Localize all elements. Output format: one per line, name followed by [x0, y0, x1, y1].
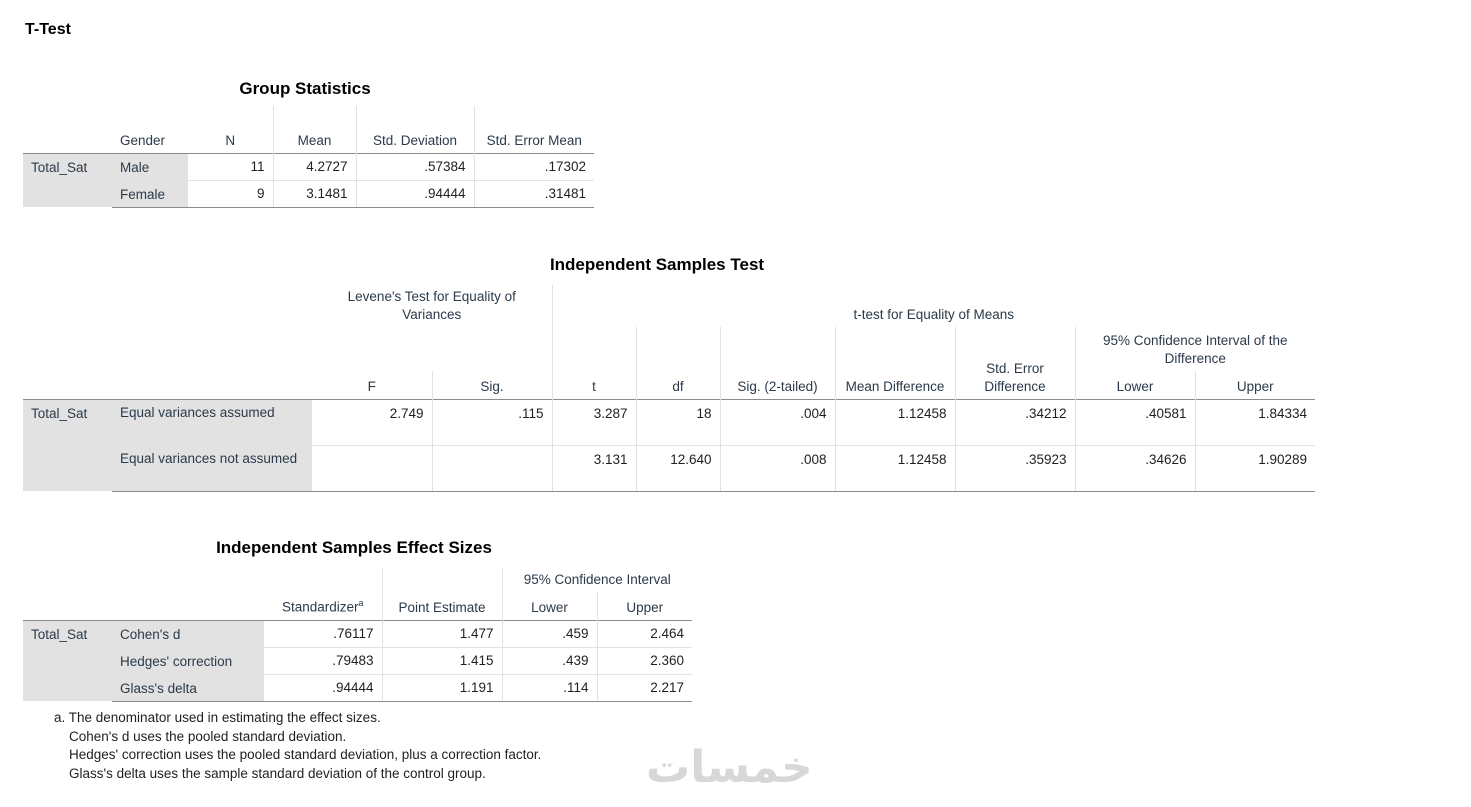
- header-confidence-interval: 95% Confidence Interval: [502, 568, 692, 592]
- effect-sizes-footnote: [54, 709, 541, 783]
- table-cell: .17302: [474, 153, 594, 180]
- table-cell: 1.191: [382, 674, 502, 701]
- row-gender-label: Female: [112, 180, 188, 207]
- header-t: t: [552, 327, 636, 399]
- table-cell: 2.749: [312, 399, 432, 445]
- header-lower: Lower: [1075, 371, 1195, 399]
- row-label: Cohen's d: [112, 620, 264, 647]
- group-statistics-table: [23, 106, 594, 208]
- header-upper: Upper: [1195, 371, 1315, 399]
- header-confidence-interval: 95% Confidence Interval of the Difference: [1075, 327, 1315, 371]
- header-std-error-difference: Std. Error Difference: [955, 327, 1075, 399]
- table-cell: 18: [636, 399, 720, 445]
- table-cell: 1.84334: [1195, 399, 1315, 445]
- independent-samples-test-table: [23, 285, 1315, 492]
- header-lower: Lower: [502, 592, 597, 620]
- row-label: Equal variances assumed: [112, 399, 312, 445]
- table-cell: .57384: [356, 153, 474, 180]
- table-cell: .31481: [474, 180, 594, 207]
- table-cell: .439: [502, 647, 597, 674]
- header-mean: Mean: [273, 106, 356, 153]
- header-std-error-mean: Std. Error Mean: [474, 106, 594, 153]
- header-std-deviation: Std. Deviation: [356, 106, 474, 153]
- header-sig-2tailed: Sig. (2-tailed): [720, 327, 835, 399]
- table-cell: .008: [720, 445, 835, 491]
- header-standardizer: Standardizer$^a$: [281, 598, 364, 615]
- watermark: خمسات: [646, 742, 813, 793]
- footnote-line: Cohen's d uses the pooled standard deviation.: [69, 728, 347, 744]
- footnote-line: a. The denominator used in estimating the effect sizes.: [54, 710, 381, 725]
- row-variable-label: Total_Sat: [23, 620, 112, 701]
- row-variable-label: Total_Sat: [23, 153, 112, 207]
- header-df: df: [636, 327, 720, 399]
- table-cell: 3.287: [552, 399, 636, 445]
- table-cell: .94444: [356, 180, 474, 207]
- table-cell: .115: [432, 399, 552, 445]
- table-cell: .34212: [955, 399, 1075, 445]
- table-cell: 11: [188, 153, 273, 180]
- independent-samples-test-title: Independent Samples Test: [549, 255, 765, 274]
- footnote-line: Hedges' correction uses the pooled standard deviation, plus a correction factor.: [69, 747, 542, 762]
- table-cell: .114: [502, 674, 597, 701]
- row-variable-label: Total_Sat: [23, 399, 112, 491]
- header-levene: Levene's Test for Equality of Variances: [347, 289, 516, 322]
- effect-sizes-title: Independent Samples Effect Sizes: [216, 538, 492, 557]
- header-f: F: [367, 378, 376, 394]
- table-cell: [312, 445, 432, 491]
- table-cell: 9: [188, 180, 273, 207]
- table-cell: .94444: [264, 674, 382, 701]
- table-cell: 1.90289: [1195, 445, 1315, 491]
- table-cell: 2.360: [597, 647, 692, 674]
- effect-sizes-table: [23, 568, 692, 702]
- table-cell: 2.464: [597, 620, 692, 647]
- table-cell: .35923: [955, 445, 1075, 491]
- table-cell: .40581: [1075, 399, 1195, 445]
- table-cell: 4.2727: [273, 153, 356, 180]
- table-cell: 1.477: [382, 620, 502, 647]
- header-n: N: [225, 132, 236, 148]
- row-gender-label: Male: [112, 153, 188, 180]
- header-mean-difference: Mean Difference: [835, 327, 955, 399]
- row-label: Glass's delta: [112, 674, 264, 701]
- header-upper: Upper: [597, 592, 692, 620]
- header-point-estimate: Point Estimate: [382, 568, 502, 620]
- table-cell: [432, 445, 552, 491]
- row-label: Equal variances not assumed: [112, 445, 312, 491]
- header-ttest: t-test for Equality of Means: [552, 285, 1315, 327]
- table-cell: 1.12458: [835, 399, 955, 445]
- table-cell: 1.415: [382, 647, 502, 674]
- table-cell: 3.1481: [273, 180, 356, 207]
- header-gender: Gender: [120, 132, 166, 148]
- table-cell: .459: [502, 620, 597, 647]
- table-cell: .79483: [264, 647, 382, 674]
- table-cell: 2.217: [597, 674, 692, 701]
- header-sig: Sig.: [432, 371, 552, 399]
- table-cell: .004: [720, 399, 835, 445]
- group-statistics-title: Group Statistics: [239, 79, 371, 98]
- table-cell: .34626: [1075, 445, 1195, 491]
- page-heading: T-Test: [25, 21, 71, 38]
- footnote-line: Glass's delta uses the sample standard deviation of the control group.: [69, 765, 486, 781]
- table-cell: 3.131: [552, 445, 636, 491]
- table-cell: 12.640: [636, 445, 720, 491]
- table-cell: .76117: [264, 620, 382, 647]
- table-cell: 1.12458: [835, 445, 955, 491]
- row-label: Hedges' correction: [112, 647, 264, 674]
